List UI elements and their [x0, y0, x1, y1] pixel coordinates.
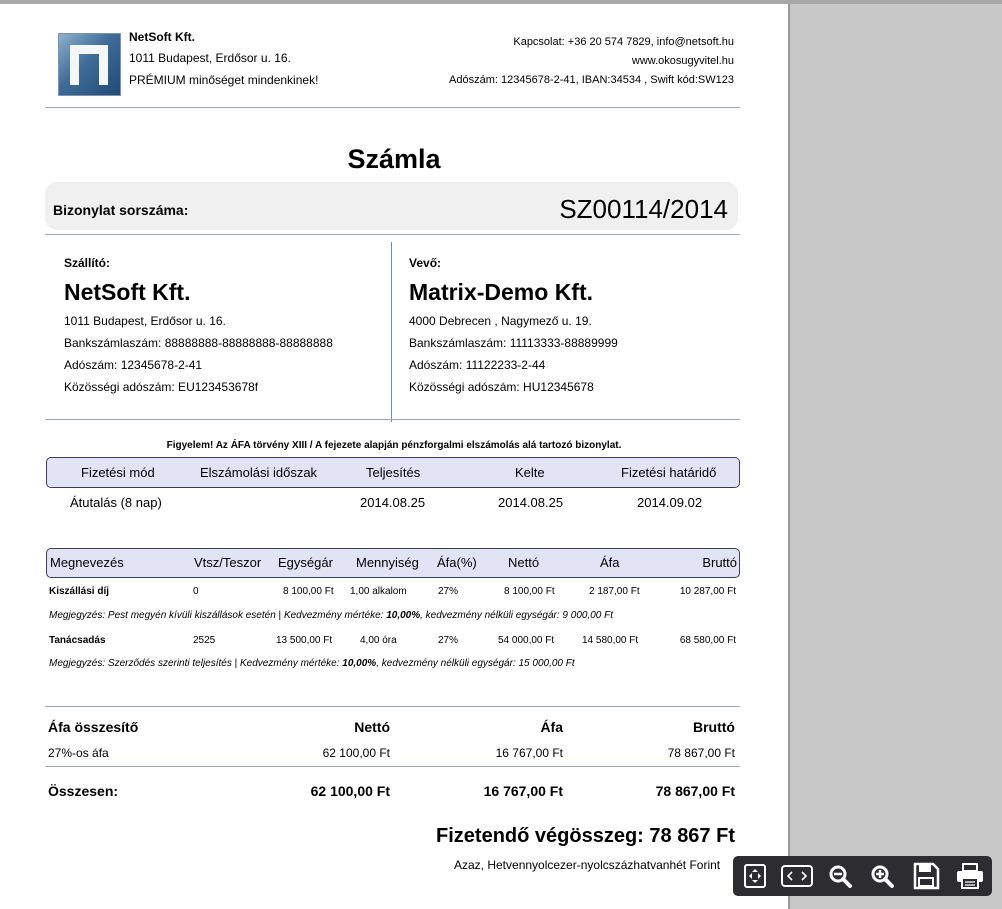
vat-summary-title: Áfa összesítő: [48, 719, 139, 735]
item-note-original-price: , kedvezmény nélküli egységár: 15 000,00 Ft: [376, 658, 575, 669]
vat-summary-gross-header: Bruttó: [693, 719, 735, 735]
item-note-separator: |: [231, 658, 241, 669]
header-company-address: 1011 Budapest, Erdősor u. 16.: [129, 51, 291, 65]
item-net: 8 100,00 Ft: [504, 586, 555, 597]
buyer-name: Matrix-Demo Kft.: [409, 279, 594, 305]
total-net: 62 100,00 Ft: [310, 783, 390, 799]
item-gross: 10 287,00 Ft: [679, 586, 736, 597]
save-icon[interactable]: [908, 862, 944, 890]
summary-top-divider: [45, 706, 740, 707]
payment-fulfillment-date: 2014.08.25: [360, 495, 426, 510]
vat-rate-label: 27%-os áfa: [48, 746, 109, 760]
item-note-discount-label: Kedvezmény mértéke:: [283, 610, 387, 621]
document-number-box: [45, 182, 738, 230]
supplier-address: 1011 Budapest, Erdősor u. 16.: [64, 314, 226, 328]
fit-page-icon[interactable]: [737, 862, 773, 890]
print-icon[interactable]: [952, 862, 988, 890]
payment-issue-date: 2014.08.25: [498, 495, 564, 510]
item-note-text: Megjegyzés: Szerződés szerinti teljesítés: [49, 658, 232, 669]
payment-header-period: Elszámolási időszak: [200, 465, 318, 480]
payment-header-fulfillment: Teljesítés: [366, 465, 421, 480]
item-note-text: Megjegyzés: Pest megyén kívüli kiszállások esetén: [49, 610, 276, 621]
supplier-bank: Bankszámlaszám: 88888888-88888888-88888888: [64, 336, 333, 350]
summary-mid-divider: [45, 766, 740, 767]
fit-width-icon[interactable]: [779, 862, 815, 890]
item-vat-rate: 27%: [438, 586, 459, 597]
header-contact: Kapcsolat: +36 20 574 7829, info@netsoft.hu: [513, 36, 734, 48]
vat-rate-gross: 78 867,00 Ft: [667, 746, 735, 760]
buyer-block: [409, 256, 618, 394]
item-unit-price: 13 500,00 Ft: [276, 635, 333, 646]
item-code: 0: [193, 586, 199, 597]
item-quantity: 1,00 alkalom: [350, 586, 407, 597]
item-name: Tanácsadás: [49, 635, 106, 646]
payment-due-date: 2014.09.02: [637, 495, 703, 510]
payment-header-bar: [46, 457, 740, 488]
supplier-eu-tax: Közösségi adószám: EU123453678f: [64, 380, 259, 394]
vat-rate-net: 62 100,00 Ft: [322, 746, 390, 760]
payment-method: Átutalás (8 nap): [70, 495, 162, 510]
item-quantity: 4,00 óra: [360, 635, 397, 646]
buyer-address: 4000 Debrecen , Nagymező u. 19.: [409, 314, 592, 328]
items-header-gross: Bruttó: [702, 555, 737, 570]
item-net: 54 000,00 Ft: [498, 635, 555, 646]
items-header-vat-rate: Áfa(%): [437, 555, 477, 570]
final-amount: Fizetendő végösszeg: 78 867 Ft: [436, 825, 735, 847]
parties-separator: [391, 242, 392, 422]
zoom-in-icon[interactable]: [865, 862, 901, 890]
item-note-discount: 10,00%: [386, 610, 421, 621]
item-name: Kiszállási díj: [49, 586, 110, 597]
zoom-out-icon[interactable]: [823, 862, 859, 890]
item-note: [49, 658, 575, 669]
header-divider: [45, 107, 740, 108]
item-vat: 2 187,00 Ft: [589, 586, 640, 597]
items-header-net: Nettó: [508, 555, 540, 570]
items-header-unit-price: Egységár: [278, 555, 333, 570]
company-logo: [58, 33, 121, 96]
total-label: Összesen:: [48, 783, 119, 799]
invoice-page: [0, 4, 790, 909]
buyer-bank: Bankszámlaszám: 11113333-88889999: [409, 336, 618, 350]
item-note-discount: 10,00%: [342, 658, 377, 669]
supplier-block: [64, 256, 333, 394]
supplier-tax: Adószám: 12345678-2-41: [64, 358, 203, 372]
document-number: SZ00114/2014: [559, 194, 728, 224]
vat-rate-vat: 16 767,00 Ft: [495, 746, 563, 760]
header-slogan: PRÉMIUM minőséget mindenkinek!: [129, 73, 319, 87]
header-company-name: NetSoft Kft.: [129, 30, 195, 44]
items-header-code: Vtsz/Teszor: [194, 555, 262, 570]
parties-top-divider: [45, 234, 740, 235]
amount-in-words: Azaz, Hetvennyolcezer-nyolcszázhatvanhét Forint: [454, 858, 721, 872]
buyer-eu-tax: Közösségi adószám: HU12345678: [409, 380, 594, 394]
items-header-name: Megnevezés: [50, 555, 124, 570]
document-number-label: Bizonylat sorszáma:: [53, 202, 189, 218]
items-header-bar: [46, 548, 740, 578]
item-gross: 68 580,00 Ft: [679, 635, 736, 646]
payment-header-method: Fizetési mód: [81, 465, 155, 480]
header-tax-info: Adószám: 12345678-2-41, IBAN:34534 , Swift kód:SW123: [449, 74, 734, 86]
parties-bottom-divider: [45, 419, 740, 420]
payment-header-issued: Kelte: [515, 465, 545, 480]
item-unit-price: 8 100,00 Ft: [283, 586, 334, 597]
items-header-quantity: Mennyiség: [356, 555, 419, 570]
total-gross: 78 867,00 Ft: [655, 783, 735, 799]
vat-notice: Figyelem! Az ÁFA törvény XIII / A fejezete alapján pénzforgalmi elszámolás alá tartozó bizonylat.: [166, 440, 622, 451]
payment-header-due: Fizetési határidő: [621, 465, 717, 480]
item-note-discount-label: Kedvezmény mértéke:: [240, 658, 343, 669]
vat-summary-net-header: Nettó: [354, 719, 390, 735]
viewer-toolbar: [733, 856, 992, 896]
item-code: 2525: [193, 635, 216, 646]
buyer-caption: Vevő:: [409, 256, 442, 270]
item-note-original-price: , kedvezmény nélküli egységár: 9 000,00 Ft: [420, 610, 614, 621]
buyer-tax: Adószám: 11122233-2-44: [409, 358, 546, 372]
document-title: Számla: [347, 144, 441, 174]
item-note-separator: |: [275, 610, 284, 621]
items-header-vat: Áfa: [600, 555, 620, 570]
vat-summary-vat-header: Áfa: [540, 719, 563, 735]
item-note: [49, 610, 613, 621]
supplier-caption: Szállító:: [64, 256, 111, 270]
total-vat: 16 767,00 Ft: [483, 783, 563, 799]
supplier-name: NetSoft Kft.: [64, 279, 191, 305]
item-vat-rate: 27%: [438, 635, 459, 646]
header-website: www.okosugyvitel.hu: [631, 55, 734, 67]
item-vat: 14 580,00 Ft: [582, 635, 639, 646]
